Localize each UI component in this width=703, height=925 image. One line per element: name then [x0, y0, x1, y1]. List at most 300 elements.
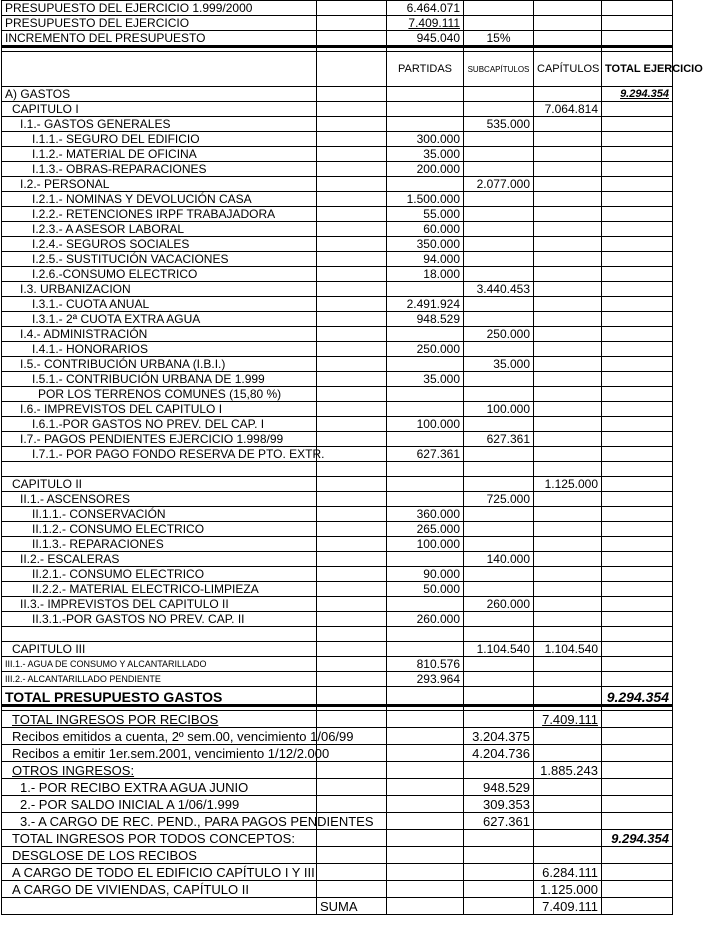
partidas-value: 35.000 [387, 147, 464, 162]
budget-line [2, 207, 673, 222]
column-header-row [2, 52, 673, 87]
capitulos-value [534, 237, 602, 252]
spacer [387, 813, 464, 830]
total-cell [602, 522, 673, 537]
total-cell [602, 477, 673, 492]
desglose-item-label: A CARGO DE VIVIENDAS, CAPÍTULO II [2, 881, 317, 898]
spacer [534, 830, 602, 847]
partidas-value: 50.000 [387, 582, 464, 597]
budget-line [2, 567, 673, 582]
total-cell [602, 357, 673, 372]
budget-line [2, 492, 673, 507]
total-cell [602, 657, 673, 672]
total-cell [602, 447, 673, 462]
spacer [602, 864, 673, 881]
spacer [534, 687, 602, 706]
line-label: II.2.- ESCALERAS [2, 552, 317, 567]
spacer [464, 864, 534, 881]
budget-line [2, 522, 673, 537]
budget-line [2, 162, 673, 177]
spacer [387, 728, 464, 745]
subcapitulos-value [464, 252, 534, 267]
line-label: I.7.1.- POR PAGO FONDO RESERVA DE PTO. EXTR. [2, 447, 317, 462]
spacer-cell [317, 642, 387, 657]
subcapitulos-value [464, 627, 534, 642]
spacer [317, 711, 387, 728]
subcapitulos-value [464, 507, 534, 522]
spacer [464, 711, 534, 728]
spacer [602, 762, 673, 779]
spacer [387, 864, 464, 881]
total-cell [602, 462, 673, 477]
spacer-cell [317, 597, 387, 612]
spacer-cell [317, 102, 387, 117]
partidas-value [387, 327, 464, 342]
budget-line [2, 417, 673, 432]
budget-line [2, 432, 673, 447]
total-ingresos-label: TOTAL INGRESOS POR TODOS CONCEPTOS: [2, 830, 317, 847]
desglose-item-value: 6.284.111 [534, 864, 602, 881]
line-label: CAPITULO II [2, 477, 317, 492]
budget-line [2, 642, 673, 657]
budget-line [2, 327, 673, 342]
capitulos-value [534, 432, 602, 447]
col-total: TOTAL EJERCICIO [602, 52, 673, 87]
subcapitulos-value [464, 387, 534, 402]
header-value: 6.464.071 [387, 1, 464, 16]
spacer-cell [317, 387, 387, 402]
spacer [2, 898, 317, 915]
spacer [317, 796, 387, 813]
line-label: I.1.- GASTOS GENERALES [2, 117, 317, 132]
spacer-cell [317, 507, 387, 522]
budget-line [2, 372, 673, 387]
spacer [602, 881, 673, 898]
capitulos-value [534, 447, 602, 462]
spacer-cell [317, 132, 387, 147]
total-cell [602, 327, 673, 342]
total-cell [602, 177, 673, 192]
total-cell [602, 207, 673, 222]
spacer [317, 847, 387, 864]
spacer [602, 779, 673, 796]
line-label: CAPITULO I [2, 102, 317, 117]
spacer-cell [317, 492, 387, 507]
header-pct: 15% [464, 31, 534, 47]
line-label: I.4.1.- HONORARIOS [2, 342, 317, 357]
total-cell [602, 237, 673, 252]
subcapitulos-value: 260.000 [464, 597, 534, 612]
spacer [387, 898, 464, 915]
recibos-value [534, 711, 602, 728]
suma-row [2, 898, 673, 915]
total-cell [602, 282, 673, 297]
partidas-value [387, 552, 464, 567]
spacer [464, 898, 534, 915]
spacer [317, 881, 387, 898]
partidas-value [387, 597, 464, 612]
subcapitulos-value [464, 312, 534, 327]
spacer-cell [317, 672, 387, 687]
partidas-value [387, 642, 464, 657]
capitulos-value [534, 582, 602, 597]
spacer-cell [317, 522, 387, 537]
desglose-item-label: A CARGO DE TODO EL EDIFICIO CAPÍTULO I Y III [2, 864, 317, 881]
subcapitulos-value [464, 132, 534, 147]
spacer-cell [317, 432, 387, 447]
subcapitulos-value [464, 612, 534, 627]
budget-line [2, 357, 673, 372]
partidas-value [387, 402, 464, 417]
capitulos-value [534, 327, 602, 342]
desglose-item-value: 1.125.000 [534, 881, 602, 898]
subcapitulos-value [464, 417, 534, 432]
partidas-value: 293.964 [387, 672, 464, 687]
line-label: I.6.- IMPREVISTOS DEL CAPITULO I [2, 402, 317, 417]
otros-row [2, 762, 673, 779]
spacer [602, 796, 673, 813]
budget-line [2, 477, 673, 492]
line-label: I.3. URBANIZACION [2, 282, 317, 297]
otros-value: 1.885.243 [534, 762, 602, 779]
capitulos-value [534, 207, 602, 222]
budget-line [2, 507, 673, 522]
line-label: I.2.5.- SUSTITUCIÓN VACACIONES [2, 252, 317, 267]
spacer-cell [317, 192, 387, 207]
partidas-value [387, 387, 464, 402]
capitulos-value [534, 492, 602, 507]
partidas-value [387, 282, 464, 297]
subcapitulos-value [464, 162, 534, 177]
subcapitulos-value [464, 222, 534, 237]
capitulos-value: 7.064.814 [534, 102, 602, 117]
spacer [387, 847, 464, 864]
budget-line [2, 657, 673, 672]
total-cell [602, 417, 673, 432]
line-label: POR LOS TERRENOS COMUNES (15,80 %) [2, 387, 317, 402]
partidas-value: 250.000 [387, 342, 464, 357]
header-row-1 [2, 1, 673, 16]
line-label: I.4.- ADMINISTRACIÓN [2, 327, 317, 342]
budget-line [2, 387, 673, 402]
line-label: I.3.1.- CUOTA ANUAL [2, 297, 317, 312]
spacer-cell [317, 657, 387, 672]
capitulos-value [534, 507, 602, 522]
capitulos-value [534, 612, 602, 627]
capitulos-value [534, 297, 602, 312]
line-label: I.1.3.- OBRAS-REPARACIONES [2, 162, 317, 177]
partidas-value [387, 102, 464, 117]
header-label: PRESUPUESTO DEL EJERCICIO [2, 16, 317, 31]
partidas-value: 360.000 [387, 507, 464, 522]
spacer-cell [317, 417, 387, 432]
spacer [387, 711, 464, 728]
spacer [387, 762, 464, 779]
total-cell [602, 642, 673, 657]
spacer [317, 762, 387, 779]
capitulos-value [534, 222, 602, 237]
line-label: III.1.- AGUA DE CONSUMO Y ALCANTARILLADO [2, 657, 317, 672]
desglose-label: DESGLOSE DE LOS RECIBOS [2, 847, 317, 864]
total-cell [602, 162, 673, 177]
subcapitulos-value: 100.000 [464, 402, 534, 417]
partidas-value [387, 492, 464, 507]
budget-table [1, 0, 703, 915]
subcapitulos-value [464, 207, 534, 222]
budget-line [2, 282, 673, 297]
capitulos-value [534, 597, 602, 612]
total-cell [602, 627, 673, 642]
subcapitulos-value [464, 267, 534, 282]
line-label: II.1.- ASCENSORES [2, 492, 317, 507]
total-ingresos-row [2, 830, 673, 847]
spacer [317, 779, 387, 796]
partidas-value: 948.529 [387, 312, 464, 327]
total-cell [602, 117, 673, 132]
line-label: I.5.1.- CONTRIBUCIÓN URBANA DE 1.999 [2, 372, 317, 387]
capitulos-value [534, 312, 602, 327]
spacer [534, 847, 602, 864]
subcapitulos-value: 2.077.000 [464, 177, 534, 192]
spacer-cell [317, 582, 387, 597]
line-label: I.2.3.- A ASESOR LABORAL [2, 222, 317, 237]
spacer-cell [317, 357, 387, 372]
header-row-3 [2, 31, 673, 47]
spacer [387, 745, 464, 762]
line-label: I.1.1.- SEGURO DEL EDIFICIO [2, 132, 317, 147]
spacer-cell [317, 297, 387, 312]
total-cell [602, 552, 673, 567]
budget-line [2, 582, 673, 597]
spacer [387, 796, 464, 813]
spacer-cell [317, 162, 387, 177]
partidas-value: 260.000 [387, 612, 464, 627]
subcapitulos-value [464, 372, 534, 387]
spacer [387, 779, 464, 796]
line-label: I.5.- CONTRIBUCIÓN URBANA (I.B.I.) [2, 357, 317, 372]
budget-line [2, 117, 673, 132]
total-cell [602, 537, 673, 552]
partidas-value: 18.000 [387, 267, 464, 282]
budget-line [2, 102, 673, 117]
col-capitulos: CAPÍTULOS [534, 52, 602, 87]
capitulos-value [534, 417, 602, 432]
otros-label [2, 762, 317, 779]
budget-line [2, 147, 673, 162]
spacer-cell [317, 402, 387, 417]
capitulos-value [534, 282, 602, 297]
line-label [2, 462, 317, 477]
capitulos-value [534, 627, 602, 642]
spacer [534, 728, 602, 745]
capitulos-value [534, 657, 602, 672]
line-label: II.2.2.- MATERIAL ELECTRICO-LIMPIEZA [2, 582, 317, 597]
total-cell [602, 387, 673, 402]
capitulos-value: 1.104.540 [534, 642, 602, 657]
budget-line [2, 402, 673, 417]
partidas-value [387, 432, 464, 447]
total-cell [602, 147, 673, 162]
total-cell [602, 492, 673, 507]
capitulos-value [534, 672, 602, 687]
budget-line [2, 132, 673, 147]
partidas-value: 265.000 [387, 522, 464, 537]
capitulos-value [534, 567, 602, 582]
partidas-value [387, 627, 464, 642]
budget-line [2, 612, 673, 627]
total-cell [602, 192, 673, 207]
header-value: 945.040 [387, 31, 464, 47]
subcapitulos-value [464, 237, 534, 252]
line-label: I.3.1.- 2ª CUOTA EXTRA AGUA [2, 312, 317, 327]
subcapitulos-value [464, 447, 534, 462]
capitulos-value [534, 387, 602, 402]
total-cell [602, 372, 673, 387]
total-cell [602, 312, 673, 327]
subcapitulos-value: 140.000 [464, 552, 534, 567]
spacer-cell [317, 312, 387, 327]
desglose-row [2, 847, 673, 864]
line-label: II.1.2.- CONSUMO ELECTRICO [2, 522, 317, 537]
gastos-total: 9.294.354 [620, 88, 669, 100]
recibos-value-text: 7.409.111 [542, 712, 598, 727]
spacer-cell [317, 567, 387, 582]
total-cell [602, 132, 673, 147]
spacer [317, 687, 387, 706]
total-gastos-label: TOTAL PRESUPUESTO GASTOS [2, 687, 317, 706]
budget-line [2, 297, 673, 312]
subcapitulos-value [464, 672, 534, 687]
spacer [534, 779, 602, 796]
emitir-row [2, 745, 673, 762]
line-label: I.1.2.- MATERIAL DE OFICINA [2, 147, 317, 162]
partidas-value [387, 177, 464, 192]
total-gastos-row [2, 687, 673, 706]
budget-line [2, 672, 673, 687]
spacer-cell [317, 612, 387, 627]
total-ingresos-value: 9.294.354 [602, 830, 673, 847]
subcapitulos-value [464, 462, 534, 477]
otro-row [2, 779, 673, 796]
spacer-cell [317, 147, 387, 162]
budget-line [2, 237, 673, 252]
subcapitulos-value: 35.000 [464, 357, 534, 372]
emitidos-row [2, 728, 673, 745]
total-cell [602, 252, 673, 267]
subcapitulos-value [464, 522, 534, 537]
line-label: I.2.4.- SEGUROS SOCIALES [2, 237, 317, 252]
spacer-cell [317, 537, 387, 552]
budget-line [2, 342, 673, 357]
capitulos-value [534, 177, 602, 192]
partidas-value: 350.000 [387, 237, 464, 252]
spacer [387, 687, 464, 706]
otro-label: 1.- POR RECIBO EXTRA AGUA JUNIO [2, 779, 317, 796]
line-label: II.2.1.- CONSUMO ELECTRICO [2, 567, 317, 582]
col-partidas: PARTIDAS [387, 52, 464, 87]
partidas-value: 627.361 [387, 447, 464, 462]
header-label: PRESUPUESTO DEL EJERCICIO 1.999/2000 [2, 1, 317, 16]
capitulos-value [534, 462, 602, 477]
total-cell [602, 597, 673, 612]
partidas-value: 300.000 [387, 132, 464, 147]
subcapitulos-value: 1.104.540 [464, 642, 534, 657]
spacer-cell [317, 252, 387, 267]
spacer [602, 898, 673, 915]
partidas-value [387, 462, 464, 477]
budget-line [2, 627, 673, 642]
recibos-label [2, 711, 317, 728]
spacer-cell [317, 477, 387, 492]
subcapitulos-value [464, 102, 534, 117]
spacer-cell [317, 627, 387, 642]
spacer [534, 796, 602, 813]
budget-line [2, 447, 673, 462]
header-value: 7.409.111 [408, 16, 460, 30]
budget-line [2, 252, 673, 267]
total-cell [602, 567, 673, 582]
spacer-cell [317, 177, 387, 192]
spacer-cell [317, 267, 387, 282]
spacer [602, 813, 673, 830]
budget-table-body [2, 1, 703, 915]
spacer-cell [317, 327, 387, 342]
line-label [2, 627, 317, 642]
partidas-value: 2.491.924 [387, 297, 464, 312]
spacer-cell [317, 237, 387, 252]
header-row-2 [2, 16, 673, 31]
spacer [534, 813, 602, 830]
capitulos-value [534, 372, 602, 387]
subcapitulos-value: 627.361 [464, 432, 534, 447]
otro-label: 3.- A CARGO DE REC. PEND., PARA PAGOS PENDIENTES [2, 813, 317, 830]
subcapitulos-value: 535.000 [464, 117, 534, 132]
line-label: II.3.- IMPREVISTOS DEL CAPITULO II [2, 597, 317, 612]
total-cell [602, 672, 673, 687]
gastos-row [2, 87, 673, 102]
partidas-value: 810.576 [387, 657, 464, 672]
spacer-cell [317, 447, 387, 462]
budget-line [2, 192, 673, 207]
budget-line [2, 267, 673, 282]
line-label: CAPITULO III [2, 642, 317, 657]
budget-line [2, 537, 673, 552]
spacer [317, 830, 387, 847]
capitulos-value [534, 162, 602, 177]
line-label: I.7.- PAGOS PENDIENTES EJERCICIO 1.998/99 [2, 432, 317, 447]
spacer [602, 847, 673, 864]
partidas-value: 90.000 [387, 567, 464, 582]
partidas-value: 35.000 [387, 372, 464, 387]
capitulos-value [534, 402, 602, 417]
suma-label: SUMA [317, 898, 387, 915]
budget-line [2, 312, 673, 327]
total-cell [602, 612, 673, 627]
budget-line [2, 597, 673, 612]
spacer [602, 728, 673, 745]
otro-row [2, 813, 673, 830]
partidas-value: 100.000 [387, 537, 464, 552]
spacer [602, 745, 673, 762]
emitir-value: 4.204.736 [464, 745, 534, 762]
line-label: II.1.3.- REPARACIONES [2, 537, 317, 552]
partidas-value: 100.000 [387, 417, 464, 432]
total-cell [602, 297, 673, 312]
partidas-value: 200.000 [387, 162, 464, 177]
line-label: I.6.1.-POR GASTOS NO PREV. DEL CAP. I [2, 417, 317, 432]
line-label: I.2.2.- RETENCIONES IRPF TRABAJADORA [2, 207, 317, 222]
total-cell [602, 267, 673, 282]
